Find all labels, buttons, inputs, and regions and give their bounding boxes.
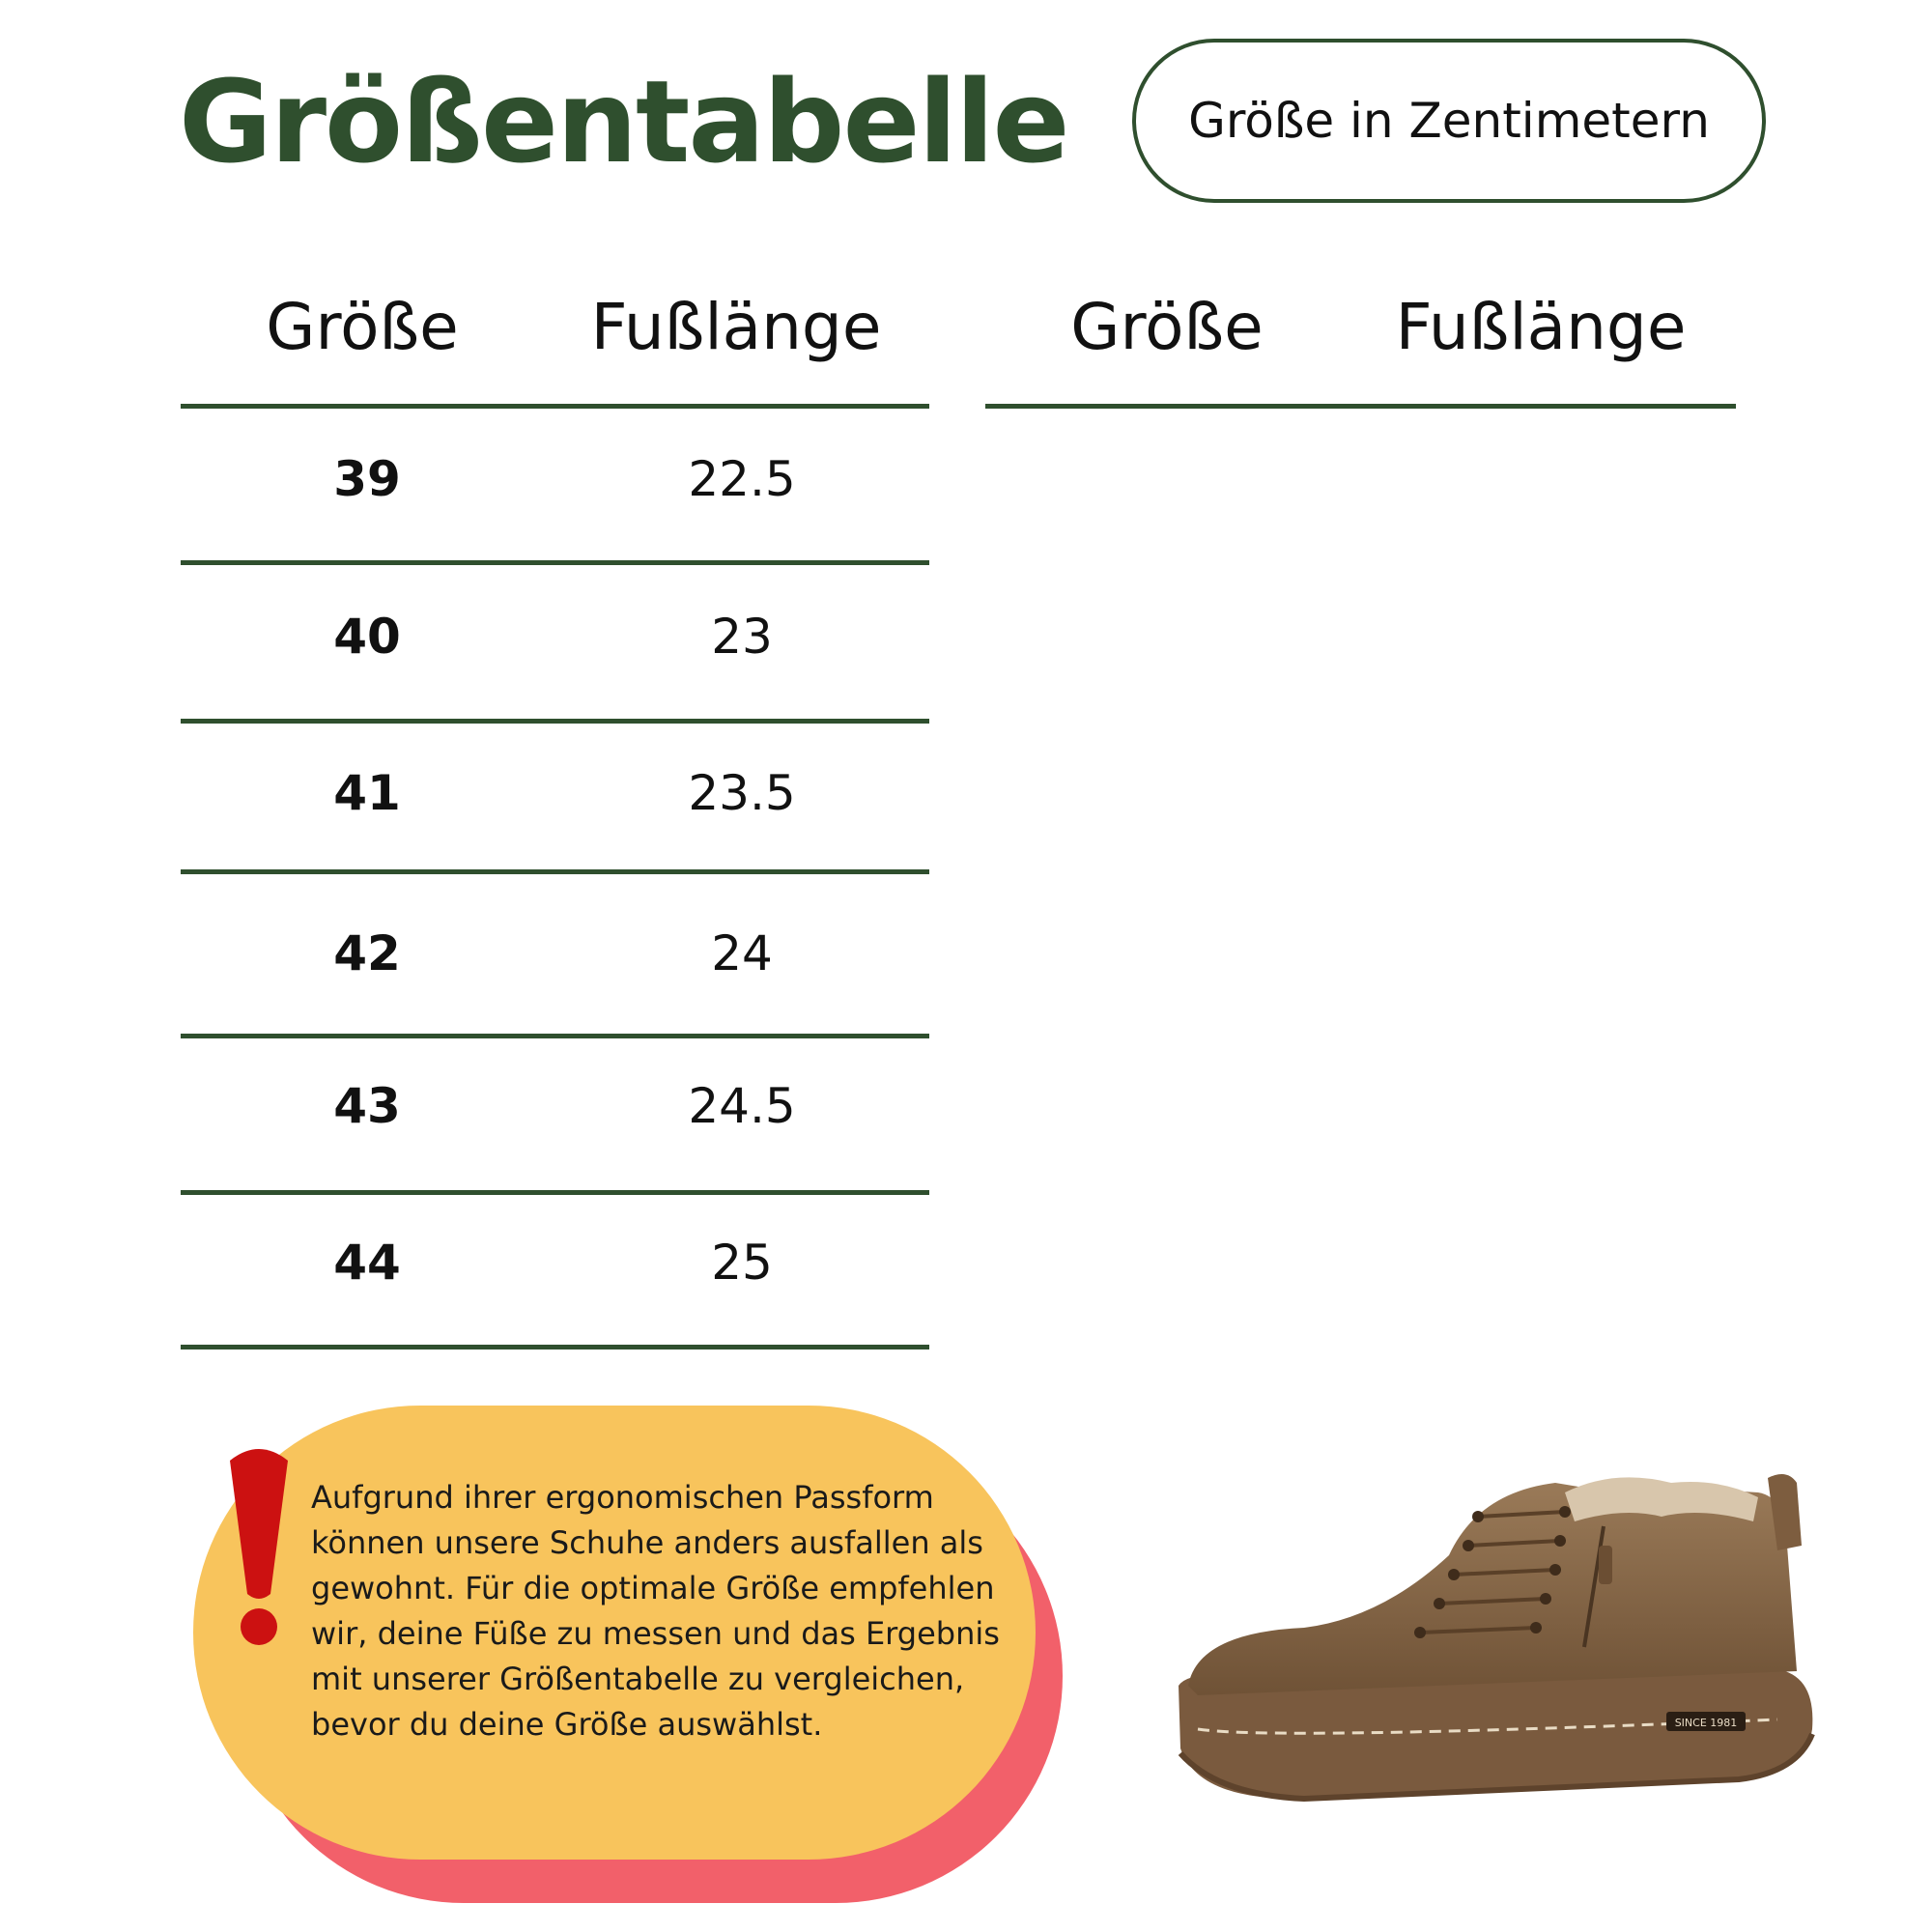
row-length: 23 (711, 609, 773, 665)
notice-text: Aufgrund ihrer ergonomischen Passform können unsere Schuhe anders ausfallen als gewohnt. Für die optimale Größe empfehlen wir, deine Füße zu messen und das Ergebnis mit unserer Größentabelle zu vergleichen, bevor du deine Größe auswählst. (311, 1479, 1000, 1743)
row-divider (181, 1345, 929, 1350)
header-size-left: Größe (266, 290, 459, 364)
header-length-right: Fußlänge (1395, 290, 1687, 364)
row-length: 23.5 (688, 765, 796, 821)
unit-badge: Größe in Zentimetern (1132, 39, 1766, 203)
row-size: 42 (333, 925, 401, 981)
row-divider (181, 1190, 929, 1195)
row-size: 43 (333, 1078, 401, 1134)
row-size: 39 (333, 451, 401, 507)
header-size-right: Größe (1070, 290, 1264, 364)
row-size: 41 (333, 765, 401, 821)
row-length: 25 (711, 1235, 773, 1291)
row-divider (181, 869, 929, 874)
row-length: 24 (711, 925, 773, 981)
heel-label: SINCE 1981 (1674, 1717, 1738, 1729)
shoe-icon (1159, 1439, 1835, 1826)
header-length-left: Fußlänge (590, 290, 882, 364)
row-size: 40 (333, 609, 401, 665)
row-length: 24.5 (688, 1078, 796, 1134)
row-divider (181, 719, 929, 724)
page-title: Größentabelle (179, 55, 1068, 188)
exclamation-icon (224, 1439, 294, 1647)
row-size: 44 (333, 1235, 401, 1291)
row-length: 22.5 (688, 451, 796, 507)
row-divider (181, 1034, 929, 1038)
header-rule-left (181, 404, 929, 409)
header-rule-right (985, 404, 1736, 409)
row-divider (181, 560, 929, 565)
